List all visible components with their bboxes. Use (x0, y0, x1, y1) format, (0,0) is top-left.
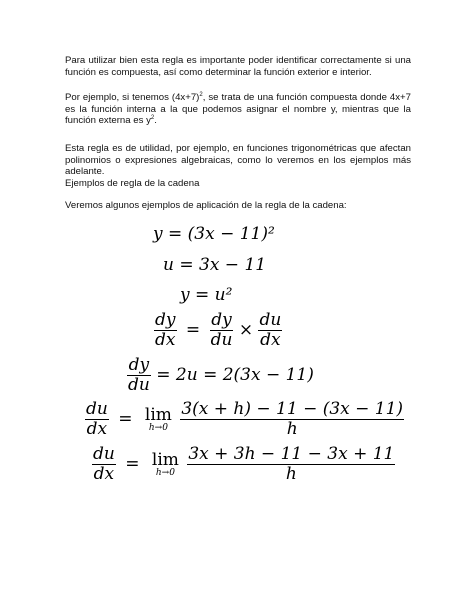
limit-operator (151, 449, 179, 478)
equals-sign: = (118, 409, 133, 429)
exponent: 2 (199, 91, 203, 98)
limit-word: lim (151, 449, 179, 470)
numerator: 3(x + h) − 11 − (3x − 11) (181, 399, 404, 419)
denominator: h (285, 464, 297, 484)
denominator: dx (93, 464, 115, 484)
fraction-dy-du (127, 356, 151, 395)
equation-y-in-u: y = u² (180, 285, 233, 305)
paragraph-example-text-a: Por ejemplo, si tenemos (4x+7) (65, 92, 200, 103)
numerator: dy (155, 310, 176, 330)
limit-subscript: h→0 (148, 422, 168, 433)
limit-subscript: h→0 (155, 467, 175, 478)
limit-operator (144, 404, 172, 433)
section-heading: Ejemplos de regla de la cadena (65, 178, 200, 189)
numerator: du (86, 399, 108, 419)
denominator: dx (155, 330, 176, 350)
paragraph-intro: Para utilizar bien esta regla es importante poder identificar correctamente si una función es compuesta, así como determinar la función exterior e interior. (65, 55, 411, 78)
fraction-du-dx (258, 311, 282, 350)
numerator: du (259, 310, 282, 330)
denominator: dx (86, 419, 108, 439)
times-sign: × (238, 320, 254, 340)
denominator: du (128, 375, 150, 395)
equation-chain-rule (154, 311, 282, 350)
fraction-du-dx (85, 400, 109, 439)
equation-limit-expanded (92, 445, 395, 484)
paragraph-example (65, 92, 411, 127)
denominator: du (210, 330, 233, 350)
equation-rhs: = 2u = 2(3x − 11) (156, 365, 314, 385)
fraction-dy-dx (154, 311, 177, 350)
numerator: 3x + 3h − 11 − 3x + 11 (188, 444, 395, 464)
equation-limit-definition (85, 400, 404, 439)
fraction-expanded-quotient (187, 445, 395, 484)
numerator: du (93, 444, 115, 464)
fraction-dy-du (210, 311, 234, 350)
fraction-difference-quotient (180, 400, 404, 439)
equation-dy-du (127, 356, 314, 395)
exponent: 2 (150, 115, 155, 121)
fraction-du-dx (92, 445, 116, 484)
numerator: dy (211, 310, 232, 330)
paragraph-example-text-b: , se trata de una función compuesta donde 4x+7 es la función interna a la que podemos asignar el nombre y, mientras que la función externa es y (65, 92, 411, 127)
paragraph-utility: Esta regla es de utilidad, por ejemplo, en funciones trigonométricas que afectan polinomios o expresiones algebraicas, como lo veremos en los ejemplos más adelante. (65, 143, 411, 178)
numerator: dy (128, 355, 150, 375)
paragraph-example-text-c: . (154, 115, 157, 127)
paragraph-lead-in: Veremos algunos ejemplos de aplicación de la regla de la cadena: (65, 200, 347, 211)
equals-sign: = (125, 454, 140, 474)
limit-word: lim (144, 404, 172, 425)
equals-sign: = (185, 320, 201, 340)
equation-y-definition: y = (3x − 11)² (153, 224, 275, 244)
denominator: dx (260, 330, 281, 350)
denominator: h (286, 419, 298, 439)
equation-u-definition: u = 3x − 11 (163, 255, 267, 275)
